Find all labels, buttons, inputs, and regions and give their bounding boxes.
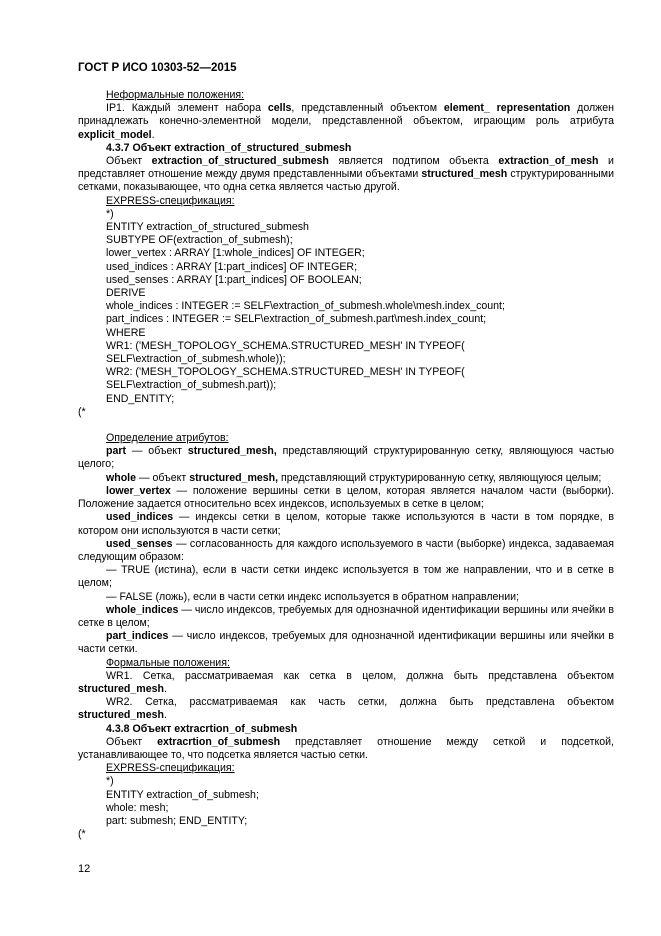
attribute-part-indices: part_indices — число индексов, требуемых для однозначной идентификации вершины или ячейки в части сетки. [78,630,614,656]
spacer [78,419,614,432]
attribute-whole-indices: whole_indices — число индексов, требуемых для однозначной идентификации вершины или ячейки в сетке в целом; [78,603,614,629]
section-title-4-3-7: 4.3.7 Объект extraction_of_structured_submesh [106,141,352,154]
express-code-block-4-3-7 [78,208,614,406]
informal-paragraph: IP1. Каждый элемент набора cells, представленный объектом element_ representation должен принадлежать конечно-элементной модели, представленной объектом, играющим роль атрибута explicit_model. [78,102,614,141]
express-heading-4-3-7: EXPRESS-спецификация: [106,194,235,207]
page-number: 12 [78,863,91,875]
document-header: ГОСТ Р ИСО 10303-52—2015 [78,62,237,74]
code-close: (* [78,405,86,418]
attributes-heading: Определение атрибутов: [106,432,229,445]
code-line: ENTITY extraction_of_structured_submesh [106,221,309,234]
code-line: SELF\extraction_of_submesh.whole)); [106,353,286,366]
bullet-true: — TRUE (истина), если в части сетки индекс используется в том же направлении, что и в сетке в целом; [78,564,614,590]
code-line: used_indices : ARRAY [1:part_indices] OF INTEGER; [106,260,358,273]
code-line: SELF\extraction_of_submesh.part)); [106,379,277,392]
code-close: (* [78,828,86,841]
express-heading-4-3-8: EXPRESS-спецификация: [106,762,235,775]
code-line: ENTITY extraction_of_submesh; [106,788,259,801]
code-line: used_senses : ARRAY [1:part_indices] OF BOOLEAN; [106,273,362,286]
code-line: DERIVE [106,287,146,300]
bullet-false: — FALSE (ложь), если в части сетки индекс используется в обратном направлении; [106,590,520,603]
code-line: part_indices : INTEGER := SELF\extraction_of_submesh.part\mesh.index_count; [106,313,487,326]
attribute-lower-vertex: lower_vertex — положение вершины сетки в целом, которая является началом части (выборки). Положение задается относительно всех индексов, используемых в сетке в целом; [78,484,614,511]
attribute-part: part — объект structured_mesh, представляющий структурированную сетку, являющуюся частью целого; [78,445,614,471]
express-code-block-4-3-8 [78,775,614,828]
code-line: WR2: ('MESH_TOPOLOGY_SCHEMA.STRUCTURED_MESH' IN TYPEOF( [106,366,465,379]
formal-rule-wr1: WR1. Сетка, рассматриваемая как сетка в целом, должна быть представлена объектом structured_mesh. [78,669,614,695]
document-body [78,89,614,841]
code-line: whole_indices : INTEGER := SELF\extraction_of_submesh.whole\mesh.index_count; [106,300,505,313]
section-4-3-7-intro: Объект extraction_of_structured_submesh является подтипом объекта extraction_of_mesh и представляет отношение между двумя представленными объектами structured_mesh структурированными сетками, показывающее, что одна сетка является частью другой. [78,155,614,194]
section-title-4-3-8: 4.3.8 Объект extracrtion_of_submesh [106,722,298,735]
attribute-whole: whole — объект structured_mesh, представляющий структурированную сетку, являющуюся целым; [106,471,602,484]
code-line: part: submesh; END_ENTITY; [106,814,248,827]
code-line: *) [106,775,114,788]
code-line: whole: mesh; [106,801,169,814]
code-line: END_ENTITY; [106,392,175,405]
formal-heading: Формальные положения: [106,656,230,669]
informal-heading: Неформальные положения: [106,89,245,101]
attribute-used-senses: used_senses — согласованность для каждого используемого в части (выборке) индекса, задаваемая следующим образом: [78,537,614,563]
section-4-3-8-intro: Объект extracrtion_of_submesh представляет отношение между сеткой и подсеткой, устанавливающее то, что подсетка является частью сетки. [78,735,614,761]
code-line: WHERE [106,326,146,339]
code-line: WR1: ('MESH_TOPOLOGY_SCHEMA.STRUCTURED_MESH' IN TYPEOF( [106,339,465,352]
attribute-used-indices: used_indices — индексы сетки в целом, которые также используются в части в том порядке, в котором они используются в части сетки; [78,511,614,537]
code-line: *) [106,207,114,220]
code-line: lower_vertex : ARRAY [1:whole_indices] OF INTEGER; [106,247,365,260]
formal-rule-wr2: WR2. Сетка, рассматриваемая как часть сетки, должна быть представлена объектом structured_mesh. [78,696,614,722]
code-line: SUBTYPE OF(extraction_of_submesh); [106,234,293,247]
